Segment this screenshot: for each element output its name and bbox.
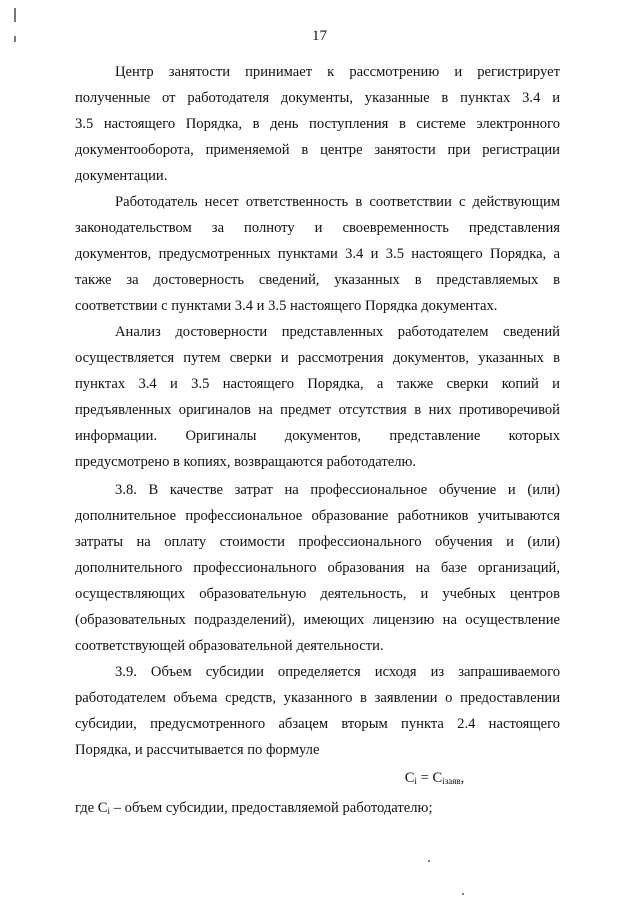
text-line: работодателем объема средств, указанного в заявлении о предоставлении <box>75 690 560 706</box>
text-line: 3.5 настоящего Порядка, в день поступления в системе электронного <box>75 116 560 132</box>
text-line: 3.8. В качестве затрат на профессиональное обучение и (или) <box>115 482 560 498</box>
text-line: соответствии с пунктами 3.4 и 3.5 настоящего Порядка документах. <box>75 298 498 314</box>
text-line: субсидии, предусмотренного абзацем вторым пункта 2.4 настоящего <box>75 716 560 732</box>
page-number: 17 <box>312 28 327 44</box>
text-line: осуществляющих образовательную деятельность, и учебных центров <box>75 586 560 602</box>
text-line: 3.9. Объем субсидии определяется исходя из запрашиваемого <box>115 664 560 680</box>
text-line: (образовательных подразделений), имеющих лицензию на осуществление <box>75 612 560 628</box>
text-line: Порядка, и рассчитывается по формуле <box>75 742 320 758</box>
definition-subscript: i <box>107 806 111 816</box>
text-line: Работодатель несет ответственность в соответствии с действующим <box>115 194 560 210</box>
text-line: осуществляется путем сверки и рассмотрения документов, указанных в <box>75 350 560 366</box>
formula-equals: = <box>416 770 433 786</box>
formula-rhs-subscript: iзаяв <box>442 776 461 786</box>
text-line: дополнительное профессиональное образование работников учитываются <box>75 508 560 524</box>
text-line: документации. <box>75 168 168 184</box>
text-line: предъявленных оригиналов на предмет отсутствия в них противоречивой <box>75 402 560 418</box>
scan-speck <box>428 860 430 862</box>
formula-definition <box>75 798 433 821</box>
text-line: дополнительного профессионального образования на базе организаций, <box>75 560 560 576</box>
text-line: законодательством за полноту и своевременность представления <box>75 220 560 236</box>
text-line: также за достоверность сведений, указанных в представляемых в <box>75 272 560 288</box>
text-line: Центр занятости принимает к рассмотрению и регистрирует <box>115 64 560 80</box>
text-line: Анализ достоверности представленных работодателем сведений <box>115 324 560 340</box>
formula-end: , <box>460 770 465 786</box>
formula-rhs: C <box>432 770 443 786</box>
subsidy-formula <box>0 768 639 791</box>
scan-speck <box>462 893 464 895</box>
text-line: информации. Оригиналы документов, представление которых <box>75 428 560 444</box>
formula-lhs: C <box>404 770 415 786</box>
text-line: документооборота, применяемой в центре занятости при регистрации <box>75 142 560 158</box>
scan-edge-mark <box>14 8 16 22</box>
formula-lhs-subscript: i <box>414 776 417 786</box>
definition-text: – объем субсидии, предоставляемой работодателю; <box>110 800 433 816</box>
text-line: полученные от работодателя документы, указанные в пунктах 3.4 и <box>75 90 560 106</box>
text-line: пунктах 3.4 и 3.5 настоящего Порядка, а также сверки копий и <box>75 376 560 392</box>
text-line: затраты на оплату стоимости профессионального обучения и (или) <box>75 534 560 550</box>
text-line: предусмотрено в копиях, возвращаются работодателю. <box>75 454 417 470</box>
text-line: соответствующей образовательной деятельности. <box>75 638 384 654</box>
definition-prefix: где C <box>75 800 108 816</box>
text-line: документов, предусмотренных пунктами 3.4 и 3.5 настоящего Порядка, а <box>75 246 560 262</box>
